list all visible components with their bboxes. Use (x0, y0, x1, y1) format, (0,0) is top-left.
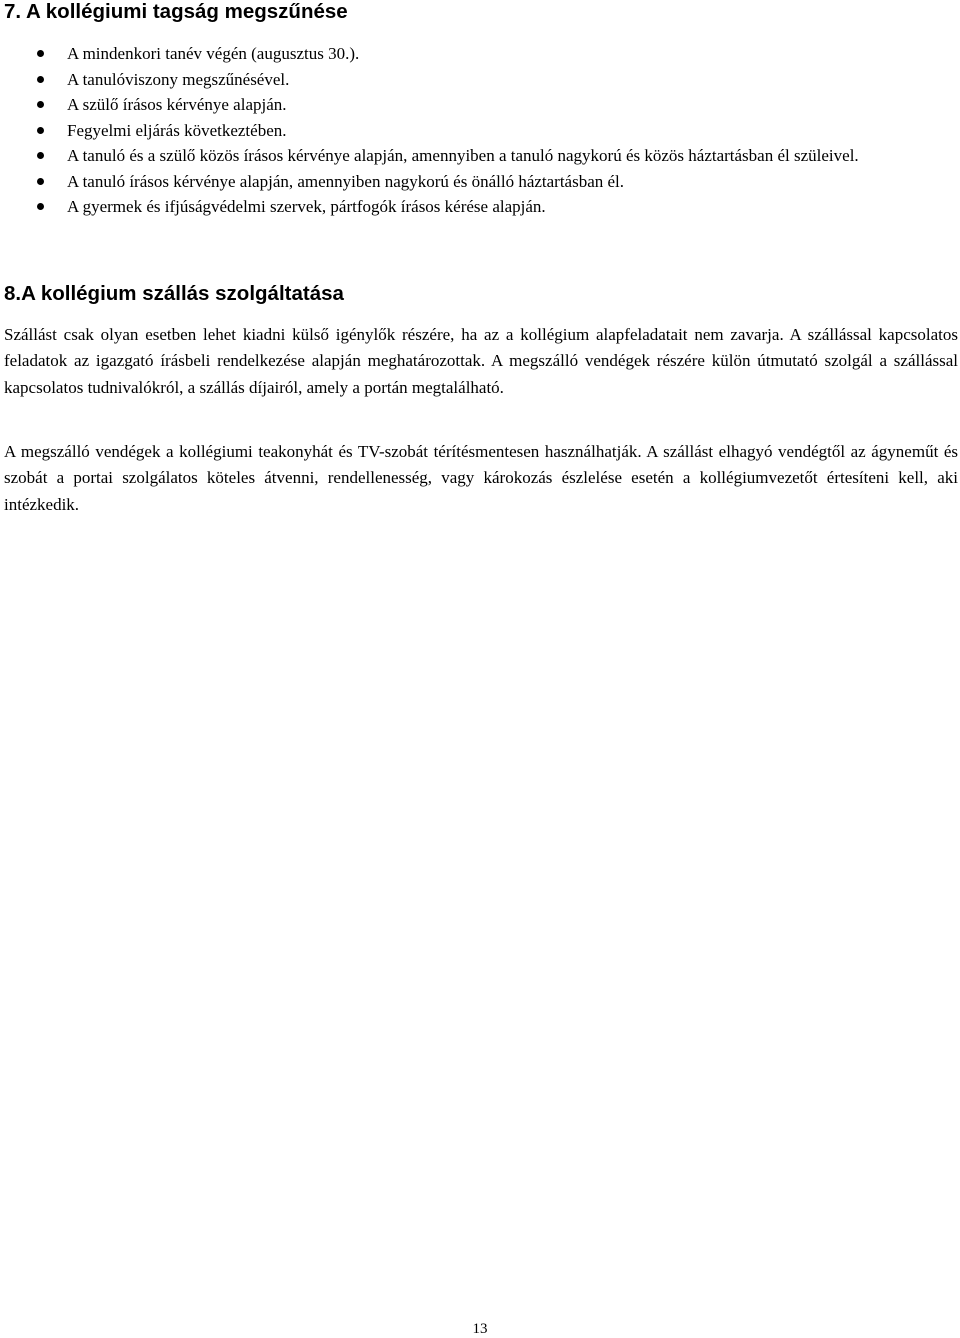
list-item (0, 194, 960, 220)
page-number: 13 (472, 1321, 488, 1337)
accommodation-paragraph-2: A megszálló vendégek a kollégiumi teakonyhát és TV-szobát térítésmentesen használhatják. A szállást elhagyó vendégtől az ágyneműt és szobát a portai szolgálatos köteles átvenni, rendellenesség, vagy károkozás észlelése esetén a kollégiumvezetőt értesíteni kell, aki intézkedik. (4, 442, 958, 514)
section-8-heading: 8.A kollégium szállás szolgáltatása (4, 282, 344, 305)
bullet-icon (37, 127, 44, 134)
list-item-text: A gyermek és ifjúságvédelmi szervek, pártfogók írásos kérése alapján. (67, 197, 546, 216)
membership-end-list (0, 41, 960, 220)
list-item-text: A tanuló írásos kérvénye alapján, amennyiben nagykorú és önálló háztartásban él. (67, 171, 625, 191)
list-item (0, 92, 960, 118)
section-7-heading: 7. A kollégiumi tagság megszűnése (4, 0, 348, 23)
list-item-text: A mindenkori tanév végén (augusztus 30.). (67, 44, 360, 63)
list-item (0, 143, 960, 169)
list-item-text: A tanulóviszony megszűnésével. (67, 69, 290, 89)
accommodation-paragraph-1: Szállást csak olyan esetben lehet kiadni külső igénylők részére, ha az a kollégium alapfeladatait nem zavarja. A szállással kapcsolatos feladatok az igazgató írásbeli rendelkezése alapján meghatározottak. A megszálló vendégek részére külön útmutató szolgál a szállással kapcsolatos tudnivalókról, a szállás díjairól, amely a portán megtalálható. (4, 325, 958, 397)
list-item (0, 118, 960, 144)
bullet-icon (37, 76, 44, 83)
bullet-icon (37, 178, 44, 185)
bullet-icon (37, 50, 44, 57)
bullet-icon (37, 203, 44, 210)
bullet-icon (37, 101, 44, 108)
list-item-text: A tanuló és a szülő közös írásos kérvénye alapján, amennyiben a tanuló nagykorú és közös háztartásban él szüleivel. (67, 146, 859, 165)
list-item (0, 41, 960, 67)
list-item (0, 169, 960, 195)
list-item-text: A szülő írásos kérvénye alapján. (67, 95, 287, 114)
list-item-text: Fegyelmi eljárás következtében. (67, 120, 287, 140)
bullet-icon (37, 152, 44, 159)
list-item (0, 67, 960, 93)
